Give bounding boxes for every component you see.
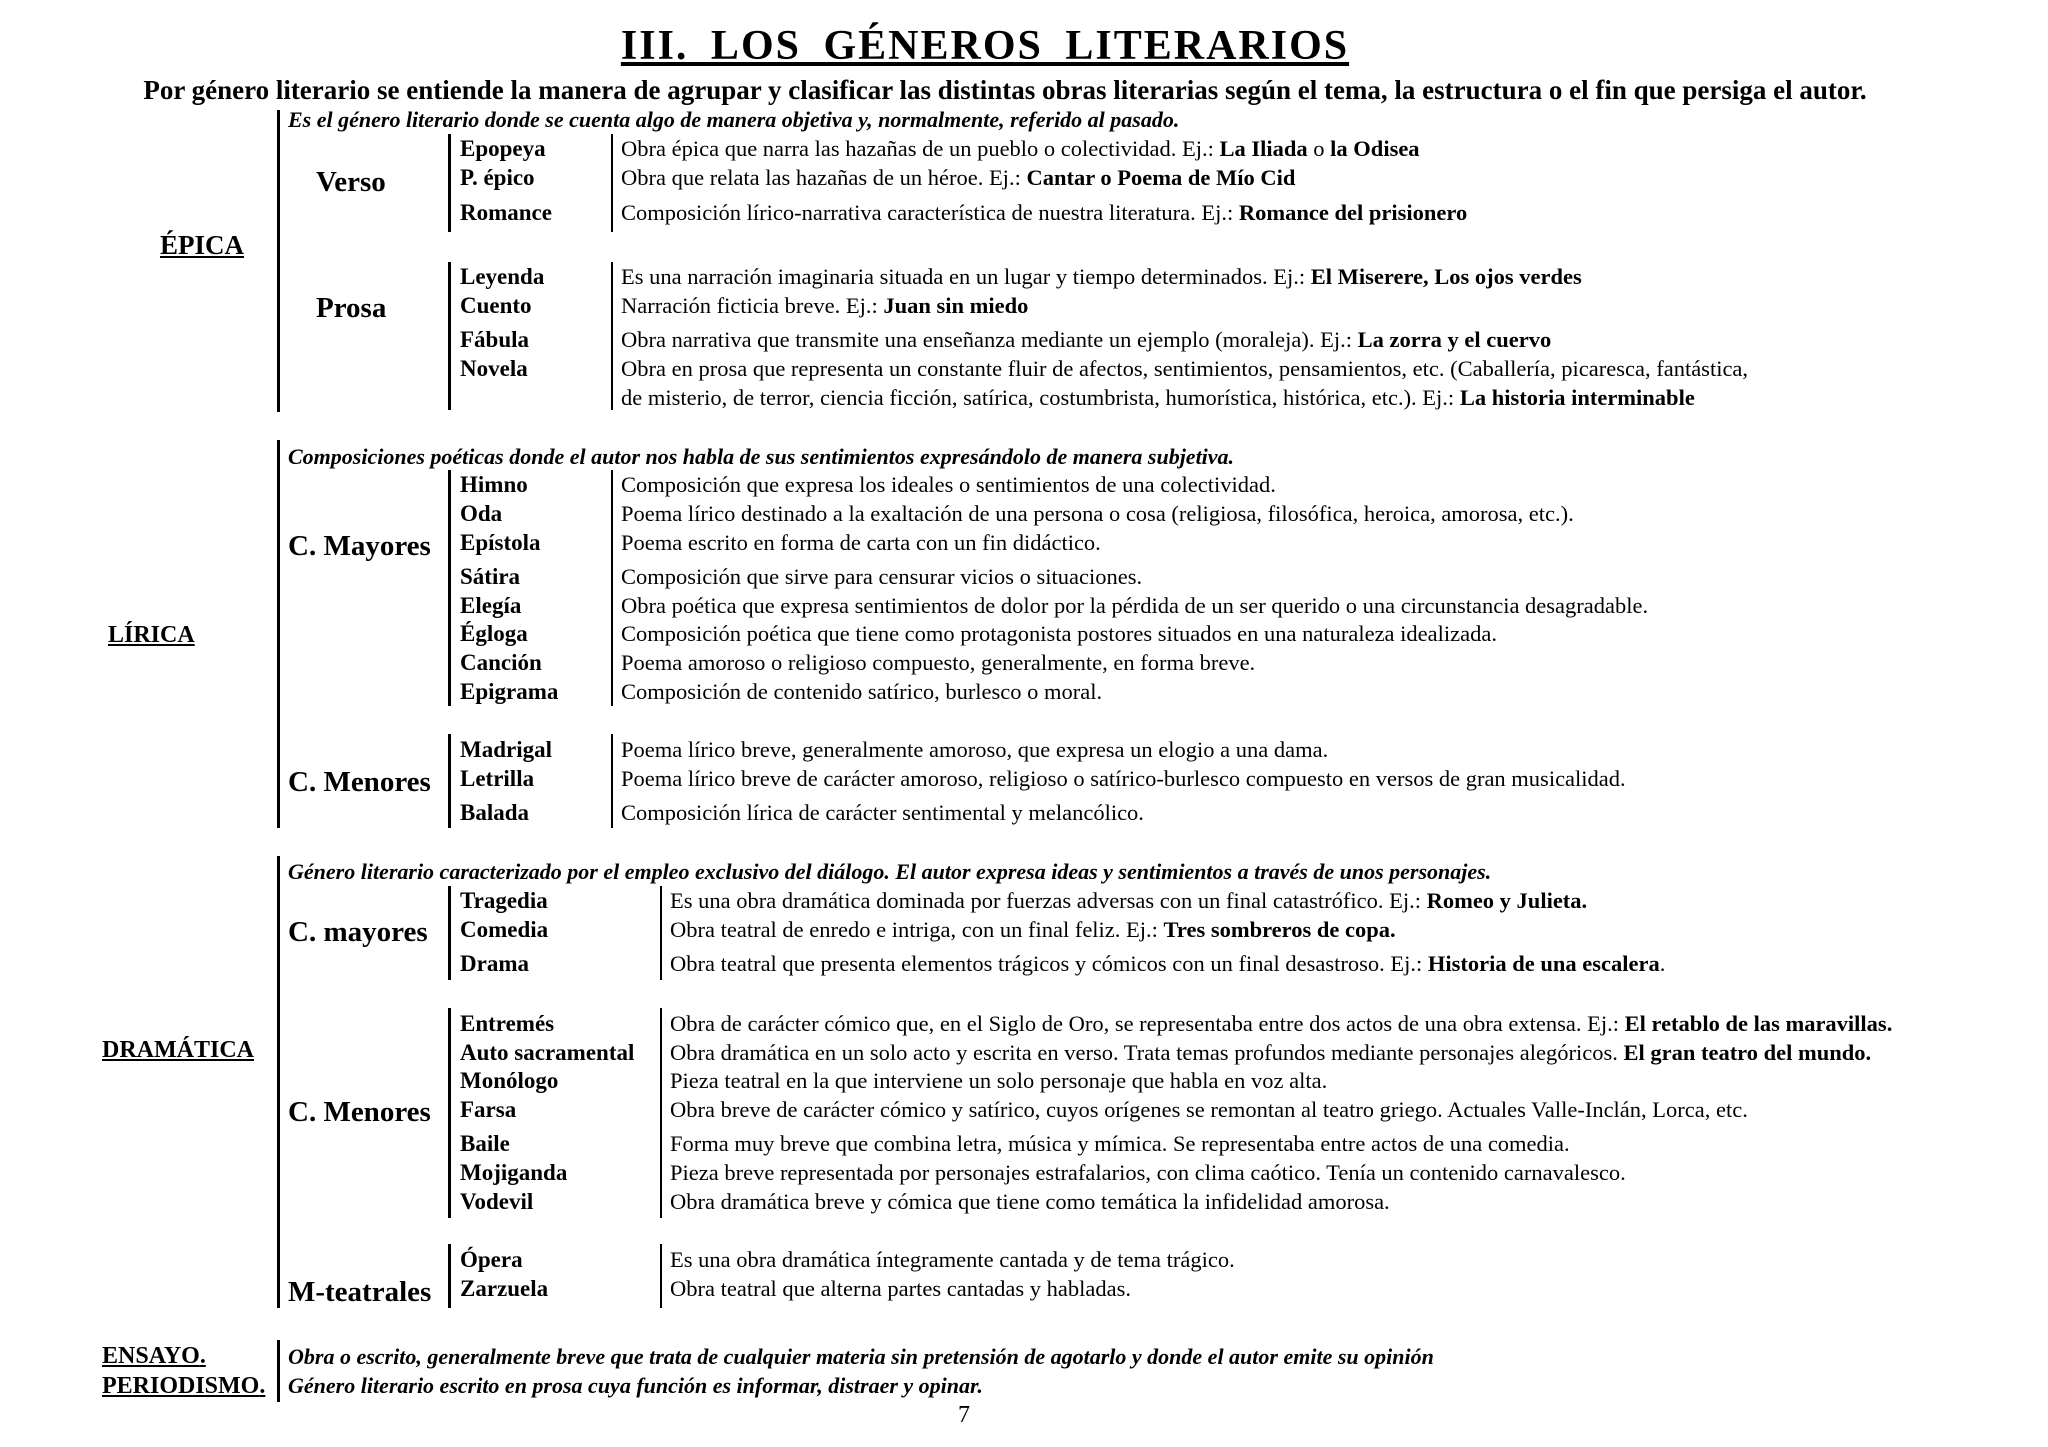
epica-definition: Es el género literario donde se cuenta algo de manera objetiva y, normalmente, referido al pasado. <box>288 107 1180 132</box>
epica-verso-label: Verso <box>316 166 386 198</box>
dramatica-bracket <box>277 856 280 1308</box>
lirica-menores-divider <box>611 734 613 828</box>
term-poema-epico: P. épico <box>460 165 535 190</box>
dramatica-label: DRAMÁTICA <box>102 1037 254 1063</box>
term-romance: Romance <box>460 200 552 225</box>
dramatica-menores-divider <box>660 1008 662 1218</box>
term-madrigal: Madrigal <box>460 737 552 762</box>
desc-novela-cont: de misterio, de terror, ciencia ficción, satírica, costumbrista, humorística, histórica, etc.). Ej.: La historia interminable <box>621 385 1695 410</box>
desc-epigrama: Composición de contenido satírico, burlesco o moral. <box>621 679 1103 704</box>
term-cancion: Canción <box>460 650 542 675</box>
term-opera: Ópera <box>460 1247 523 1272</box>
term-himno: Himno <box>460 472 528 497</box>
ensayo-definition: Obra o escrito, generalmente breve que trata de cualquier materia sin pretensión de agotarlo y donde el autor emite su opinión <box>288 1344 1434 1369</box>
dramatica-mteatrales-label: M-teatrales <box>288 1276 432 1308</box>
ensayo-label: ENSAYO. <box>102 1343 206 1369</box>
desc-elegia: Obra poética que expresa sentimientos de dolor por la pérdida de un ser querido o una circunstancia desagradable. <box>621 593 1649 618</box>
desc-romance: Composición lírico-narrativa característica de nuestra literatura. Ej.: Romance del prisionero <box>621 200 1468 225</box>
epica-label: ÉPICA <box>160 230 245 260</box>
term-zarzuela: Zarzuela <box>460 1276 549 1301</box>
term-balada: Balada <box>460 800 530 825</box>
term-oda: Oda <box>460 501 503 526</box>
lirica-bracket <box>277 440 280 828</box>
dramatica-mteatrales-divider <box>660 1244 662 1308</box>
desc-egloga: Composición poética que tiene como protagonista postores situados en una naturaleza idealizada. <box>621 621 1497 646</box>
desc-mojiganda: Pieza breve representada por personajes estrafalarios, con clima caótico. Tenía un contenido carnavalesco. <box>670 1160 1626 1185</box>
lirica-mayores-bracket <box>448 470 451 706</box>
desc-baile: Forma muy breve que combina letra, música y mímica. Se representaba entre actos de una comedia. <box>670 1131 1570 1156</box>
epica-prosa-divider <box>611 262 613 410</box>
desc-poema-epico: Obra que relata las hazañas de un héroe. Ej.: Cantar o Poema de Mío Cid <box>621 165 1296 190</box>
term-satira: Sátira <box>460 564 521 589</box>
lirica-definition: Composiciones poéticas donde el autor nos habla de sus sentimientos expresándolo de manera subjetiva. <box>288 444 1235 469</box>
term-tragedia: Tragedia <box>460 888 548 913</box>
term-epigrama: Epigrama <box>460 679 559 704</box>
desc-epopeya: Obra épica que narra las hazañas de un pueblo o colectividad. Ej.: La Iliada o la Odisea <box>621 136 1420 161</box>
lirica-label: LÍRICA <box>108 622 195 648</box>
dramatica-mayores-bracket <box>448 886 451 980</box>
epica-prosa-bracket <box>448 262 451 410</box>
desc-comedia: Obra teatral de enredo e intriga, con un final feliz. Ej.: Tres sombreros de copa. <box>670 917 1396 942</box>
desc-monologo: Pieza teatral en la que interviene un solo personaje que habla en voz alta. <box>670 1068 1328 1093</box>
epica-prosa-label: Prosa <box>316 292 387 324</box>
desc-oda: Poema lírico destinado a la exaltación de una persona o cosa (religiosa, filosófica, heroica, amorosa, etc.). <box>621 501 1574 526</box>
desc-drama: Obra teatral que presenta elementos trágicos y cómicos con un final desastroso. Ej.: Historia de una escalera. <box>670 951 1666 976</box>
desc-farsa: Obra breve de carácter cómico y satírico, cuyos orígenes se remontan al teatro griego. Actuales Valle-Inclán, Lorca, etc. <box>670 1097 1748 1122</box>
term-monologo: Monólogo <box>460 1068 559 1093</box>
desc-auto-sacramental: Obra dramática en un solo acto y escrita en verso. Trata temas profundos mediante personajes alegóricos. El gran teatro del mundo. <box>670 1040 1872 1065</box>
intro-text: Por género literario se entiende la manera de agrupar y clasificar las distintas obras literarias según el tema, la estructura o el fin que persiga el autor. <box>143 75 1867 105</box>
term-drama: Drama <box>460 951 529 976</box>
desc-cuento: Narración ficticia breve. Ej.: Juan sin miedo <box>621 293 1029 318</box>
term-vodevil: Vodevil <box>460 1189 534 1214</box>
term-epopeya: Epopeya <box>460 136 546 161</box>
desc-fabula: Obra narrativa que transmite una enseñanza mediante un ejemplo (moraleja). Ej.: La zorra y el cuervo <box>621 327 1552 352</box>
desc-cancion: Poema amoroso o religioso compuesto, generalmente, en forma breve. <box>621 650 1256 675</box>
epica-verso-bracket <box>448 134 451 232</box>
desc-novela: Obra en prosa que representa un constante fluir de afectos, sentimientos, pensamientos, etc. (Caballería, picaresca, fantástica, <box>621 356 1749 381</box>
term-epistola: Epístola <box>460 530 541 555</box>
ensayo-periodismo-bracket <box>277 1340 280 1402</box>
dramatica-mteatrales-bracket <box>448 1244 451 1308</box>
term-elegia: Elegía <box>460 593 522 618</box>
term-mojiganda: Mojiganda <box>460 1160 568 1185</box>
dramatica-definition: Género literario caracterizado por el empleo exclusivo del diálogo. El autor expresa ideas y sentimientos a través de unos personajes. <box>288 859 1492 884</box>
term-leyenda: Leyenda <box>460 264 545 289</box>
term-comedia: Comedia <box>460 917 549 942</box>
term-novela: Novela <box>460 356 528 381</box>
epica-bracket <box>277 110 280 412</box>
lirica-mayores-label: C. Mayores <box>288 530 431 562</box>
lirica-mayores-divider <box>611 470 613 706</box>
page-number: 7 <box>958 1402 970 1428</box>
dramatica-menores-label: C. Menores <box>288 1096 431 1128</box>
lirica-menores-label: C. Menores <box>288 766 431 798</box>
desc-vodevil: Obra dramática breve y cómica que tiene como temática la infidelidad amorosa. <box>670 1189 1390 1214</box>
term-entremes: Entremés <box>460 1011 555 1036</box>
dramatica-menores-bracket <box>448 1008 451 1218</box>
desc-entremes: Obra de carácter cómico que, en el Siglo de Oro, se representaba entre dos actos de una obra extensa. Ej.: El retablo de las maravillas. <box>670 1011 1893 1036</box>
desc-letrilla: Poema lírico breve de carácter amoroso, religioso o satírico-burlesco compuesto en versos de gran musicalidad. <box>621 766 1626 791</box>
desc-leyenda: Es una narración imaginaria situada en un lugar y tiempo determinados. Ej.: El Miserere, Los ojos verdes <box>621 264 1582 289</box>
desc-tragedia: Es una obra dramática dominada por fuerzas adversas con un final catastrófico. Ej.: Romeo y Julieta. <box>670 888 1588 913</box>
desc-opera: Es una obra dramática íntegramente cantada y de tema trágico. <box>670 1247 1235 1272</box>
dramatica-mayores-divider <box>660 886 662 980</box>
periodismo-label: PERIODISMO. <box>102 1373 266 1399</box>
lirica-menores-bracket <box>448 734 451 828</box>
term-egloga: Égloga <box>460 621 528 646</box>
page-title: III. LOS GÉNEROS LITERARIOS <box>620 23 1350 69</box>
desc-himno: Composición que expresa los ideales o sentimientos de una colectividad. <box>621 472 1276 497</box>
desc-epistola: Poema escrito en forma de carta con un fin didáctico. <box>621 530 1101 555</box>
term-fabula: Fábula <box>460 327 530 352</box>
term-auto-sacramental: Auto sacramental <box>460 1040 635 1065</box>
dramatica-mayores-label: C. mayores <box>288 916 428 948</box>
term-letrilla: Letrilla <box>460 766 535 791</box>
desc-balada: Composición lírica de carácter sentimental y melancólico. <box>621 800 1144 825</box>
term-baile: Baile <box>460 1131 510 1156</box>
desc-madrigal: Poema lírico breve, generalmente amoroso, que expresa un elogio a una dama. <box>621 737 1329 762</box>
term-cuento: Cuento <box>460 293 532 318</box>
term-farsa: Farsa <box>460 1097 517 1122</box>
desc-zarzuela: Obra teatral que alterna partes cantadas y habladas. <box>670 1276 1132 1301</box>
epica-verso-divider <box>611 134 613 232</box>
desc-satira: Composición que sirve para censurar vicios o situaciones. <box>621 564 1143 589</box>
periodismo-definition: Género literario escrito en prosa cuya función es informar, distraer y opinar. <box>288 1373 983 1398</box>
